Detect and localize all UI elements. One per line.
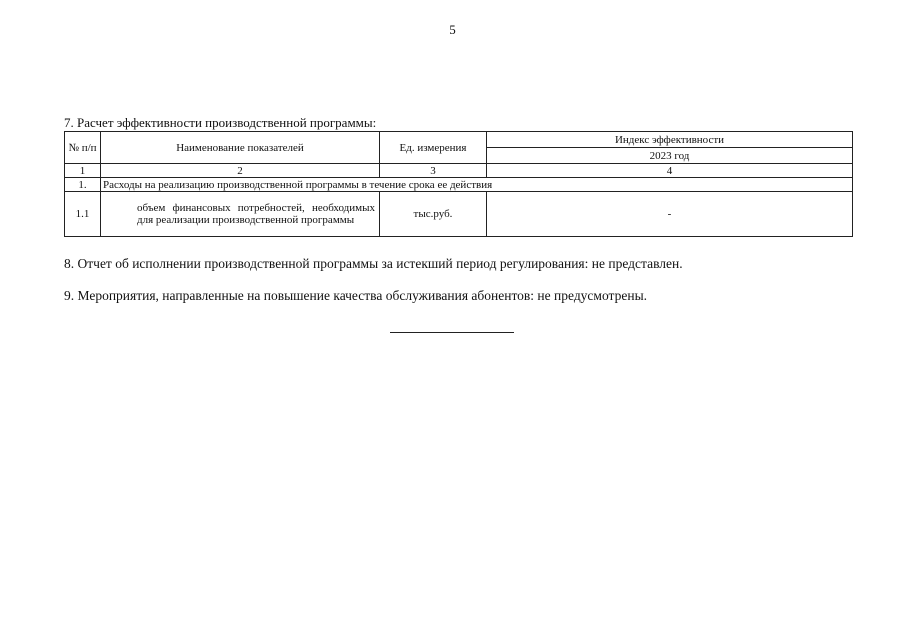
row-name: объем финансовых потребностей, необходимых для реализации производственной программы — [101, 192, 380, 237]
page-number: 5 — [449, 22, 456, 37]
numbering-cell: 4 — [487, 164, 853, 178]
table-header-row — [65, 132, 853, 148]
numbering-cell: 2 — [101, 164, 380, 178]
group-no: 1. — [65, 178, 101, 192]
row-unit: тыс.руб. — [380, 192, 487, 237]
table-row — [65, 192, 853, 237]
row-value: - — [487, 192, 853, 237]
header-name: Наименование показателей — [101, 132, 380, 164]
header-unit: Ед. измерения — [380, 132, 487, 164]
header-no: № п/п — [65, 132, 101, 164]
end-divider — [390, 332, 514, 333]
numbering-cell: 3 — [380, 164, 487, 178]
table-group-row — [65, 178, 853, 192]
header-index: Индекс эффективности — [487, 132, 853, 148]
table-numbering-row — [65, 164, 853, 178]
efficiency-table — [64, 131, 853, 237]
header-year: 2023 год — [487, 148, 853, 164]
numbering-cell: 1 — [65, 164, 101, 178]
section-9-paragraph: 9. Мероприятия, направленные на повышение качества обслуживания абонентов: не предусмотрены. — [64, 288, 648, 303]
section-8-paragraph: 8. Отчет об исполнении производственной программы за истекший период регулирования: не представлен. — [64, 256, 683, 271]
row-no: 1.1 — [65, 192, 101, 237]
group-title: Расходы на реализацию производственной программы в течение срока ее действия — [101, 178, 853, 192]
section-7-heading: 7. Расчет эффективности производственной программы: — [64, 115, 377, 130]
